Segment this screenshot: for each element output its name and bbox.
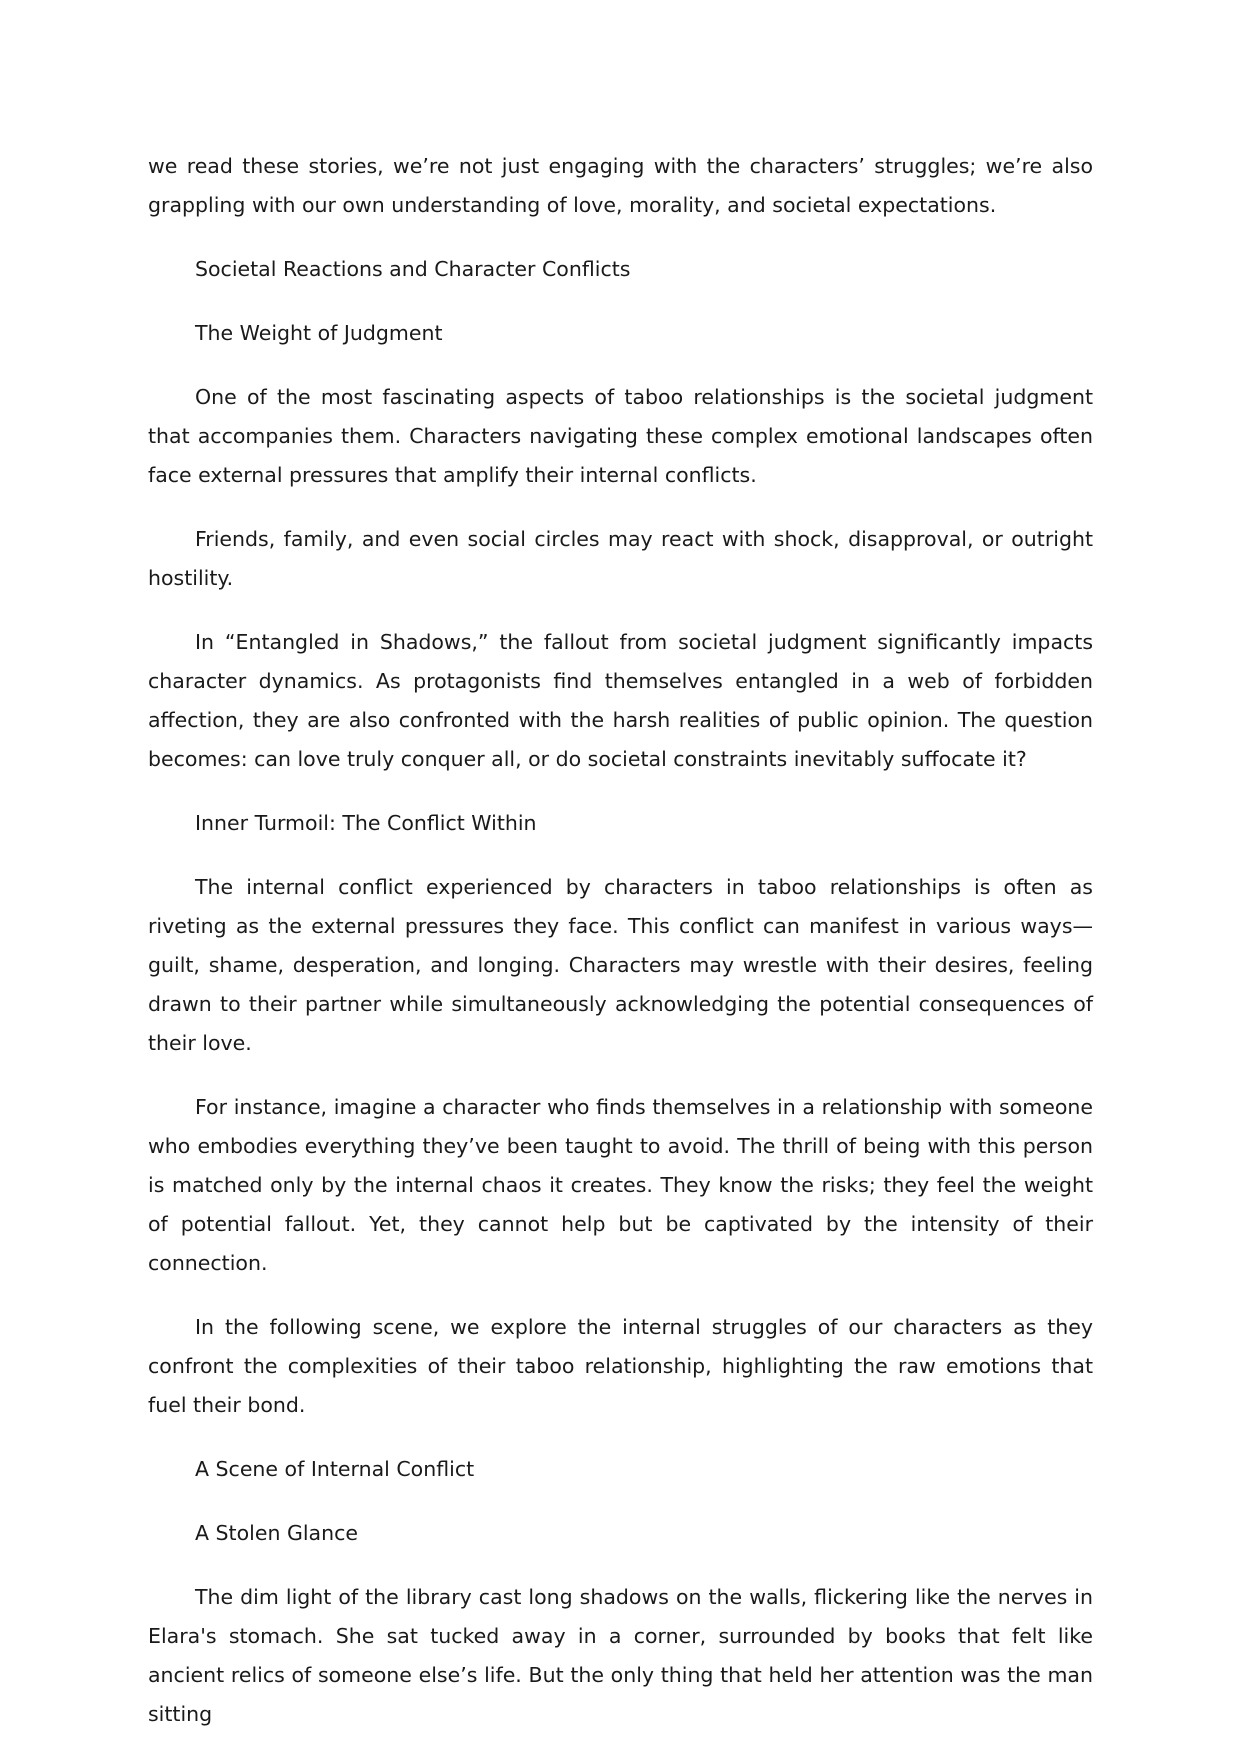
paragraph: The dim light of the library cast long shadows on the walls, flickering like the nerves in Elara's stomach. She sat tucked away in a corner, surrounded by books that felt like ancient relics of someone else’s life. But the only thing that held her attention was the man sitting xyxy=(148,1585,1093,1726)
subheading-weight-of-judgment: The Weight of Judgment xyxy=(195,321,443,345)
paragraph: In “Entangled in Shadows,” the fallout from societal judgment significantly impacts character dynamics. As protagonists find themselves entangled in a web of forbidden affection, they are also confronted with the harsh realities of public opinion. The question becomes: can love truly conquer all, or do societal constraints inevitably suffocate it? xyxy=(148,630,1093,771)
subheading-inner-turmoil: Inner Turmoil: The Conflict Within xyxy=(195,811,537,835)
paragraph-continuation: we read these stories, we’re not just engaging with the characters’ struggles; we’re also grappling with our own understanding of love, morality, and societal expectations. xyxy=(148,154,1093,217)
paragraph: The internal conflict experienced by characters in taboo relationships is often as riveting as the external pressures they face. This conflict can manifest in various ways—guilt, shame, desperation, and longing. Characters may wrestle with their desires, feeling drawn to their partner while simultaneously acknowledging the potential consequences of their love. xyxy=(148,875,1093,1055)
paragraph: In the following scene, we explore the internal struggles of our characters as they confront the complexities of their taboo relationship, highlighting the raw emotions that fuel their bond. xyxy=(148,1315,1093,1417)
section-heading-societal-reactions: Societal Reactions and Character Conflicts xyxy=(195,257,631,281)
subheading-stolen-glance: A Stolen Glance xyxy=(195,1521,358,1545)
paragraph: For instance, imagine a character who finds themselves in a relationship with someone who embodies everything they’ve been taught to avoid. The thrill of being with this person is matched only by the internal chaos it creates. They know the risks; they feel the weight of potential fallout. Yet, they cannot help but be captivated by the intensity of their connection. xyxy=(148,1095,1093,1275)
paragraph: Friends, family, and even social circles may react with shock, disapproval, or outright hostility. xyxy=(148,527,1093,590)
paragraph: One of the most fascinating aspects of taboo relationships is the societal judgment that accompanies them. Characters navigating these complex emotional landscapes often face external pressures that amplify their internal conflicts. xyxy=(148,385,1093,487)
section-heading-scene-internal-conflict: A Scene of Internal Conflict xyxy=(195,1457,475,1481)
document-page xyxy=(148,147,1093,1759)
